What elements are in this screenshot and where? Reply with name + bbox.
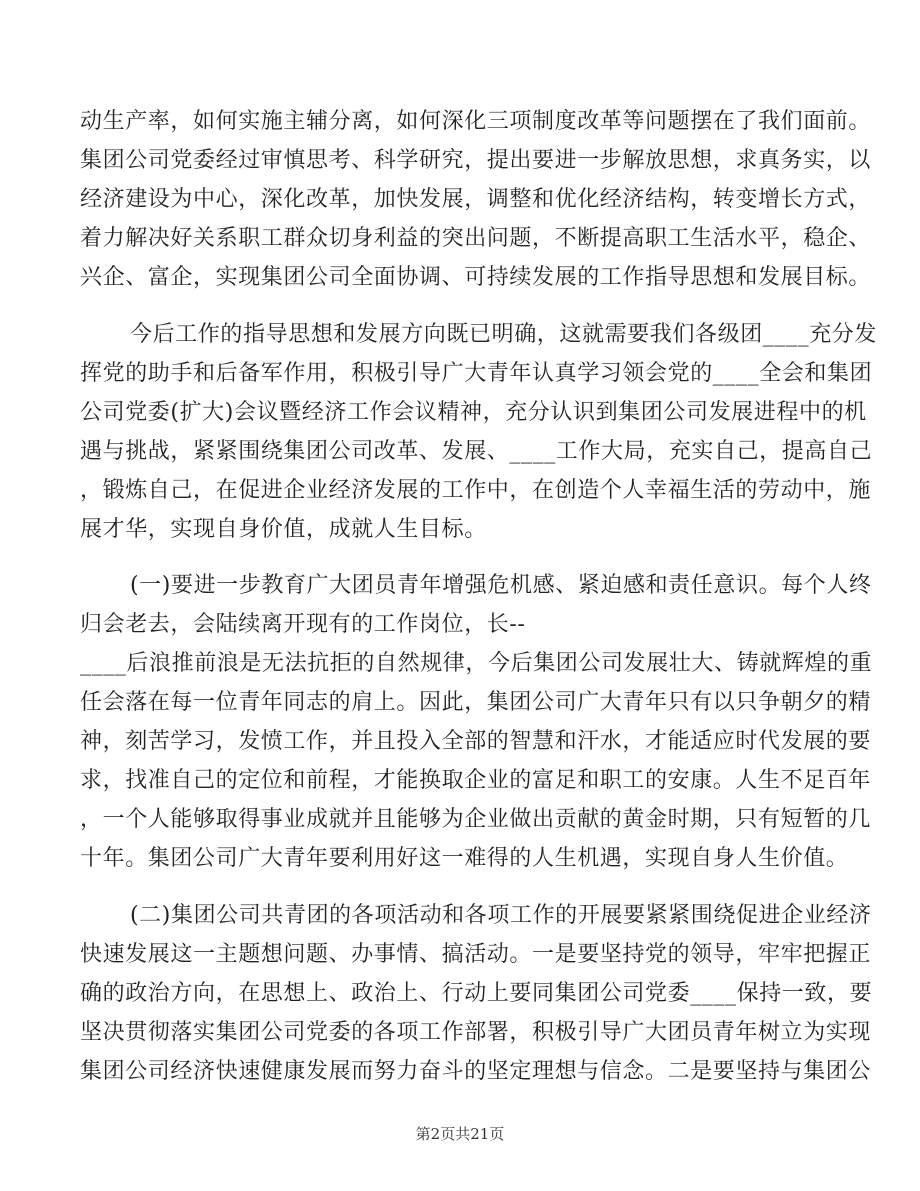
page-number: 第2页共21页: [415, 1125, 505, 1143]
text-line: 动生产率，如何实施主辅分离，如何深化三项制度改革等问题摆在了我们面前。: [80, 109, 872, 134]
text-line: 展才华，实现自身价值，成就人生目标。: [80, 517, 487, 542]
text-line: 遇与挑战，紧紧围绕集团公司改革、发展、____工作大局，充实自己，提高自己: [80, 439, 873, 464]
text-line: 坚决贯彻落实集团公司党委的各项工作部署，积极引导广大团员青年树立为实现: [80, 1020, 872, 1045]
text-line: 公司党委(扩大)会议暨经济工作会议精神，充分认识到集团公司发展进程中的机: [80, 400, 867, 425]
text-line: 集团公司经济快速健康发展而努力奋斗的坚定理想与信念。二是要坚持与集团公: [80, 1059, 872, 1084]
text-line: ，锻炼自己，在促进企业经济发展的工作中，在创造个人幸福生活的劳动中，施: [80, 478, 872, 503]
text-line: 兴企、富企，实现集团公司全面协调、可持续发展的工作指导思想和发展目标。: [80, 265, 872, 290]
text-line: (一)要进一步教育广大团员青年增强危机感、紧迫感和责任意识。每个人终: [130, 573, 872, 598]
text-line: 今后工作的指导思想和发展方向既已明确，这就需要我们各级团____充分发: [130, 322, 878, 347]
text-line: 任会落在每一位青年同志的肩上。因此，集团公司广大青年只有以只争朝夕的精: [80, 690, 872, 715]
text-line: 归会老去，会陆续离开现有的工作岗位，长--: [80, 612, 526, 637]
text-line: ，一个人能够取得事业成就并且能够为企业做出贡献的黄金时期，只有短暂的几: [80, 807, 872, 832]
text-line: 着力解决好关系职工群众切身利益的突出问题，不断提高职工生活水平，稳企、: [80, 226, 872, 251]
text-line: 挥党的助手和后备军作用，积极引导广大青年认真学习领会党的____全会和集团: [80, 361, 873, 386]
text-line: 快速发展这一主题想问题、办事情、搞活动。一是要坚持党的领导，牢牢把握正: [80, 942, 872, 967]
text-line: (二)集团公司共青团的各项活动和各项工作的开展要紧紧围绕促进企业经济: [130, 903, 872, 928]
text-line: 经济建设为中心，深化改革，加快发展，调整和优化经济结构，转变增长方式，: [80, 187, 872, 212]
text-line: 求，找准自己的定位和前程，才能换取企业的富足和职工的安康。人生不足百年: [80, 768, 872, 793]
text-line: 神，刻苦学习，发愤工作，并且投入全部的智慧和汗水，才能适应时代发展的要: [80, 729, 872, 754]
text-line: 确的政治方向，在思想上、政治上、行动上要同集团公司党委____保持一致，要: [80, 981, 873, 1006]
text-line: 十年。集团公司广大青年要利用好这一难得的人生机遇，实现自身人生价值。: [80, 846, 849, 871]
text-line: 集团公司党委经过审慎思考、科学研究，提出要进一步解放思想，求真务实，以: [80, 148, 872, 173]
text-line: ____后浪推前浪是无法抗拒的自然规律，今后集团公司发展壮大、铸就辉煌的重: [80, 651, 873, 676]
